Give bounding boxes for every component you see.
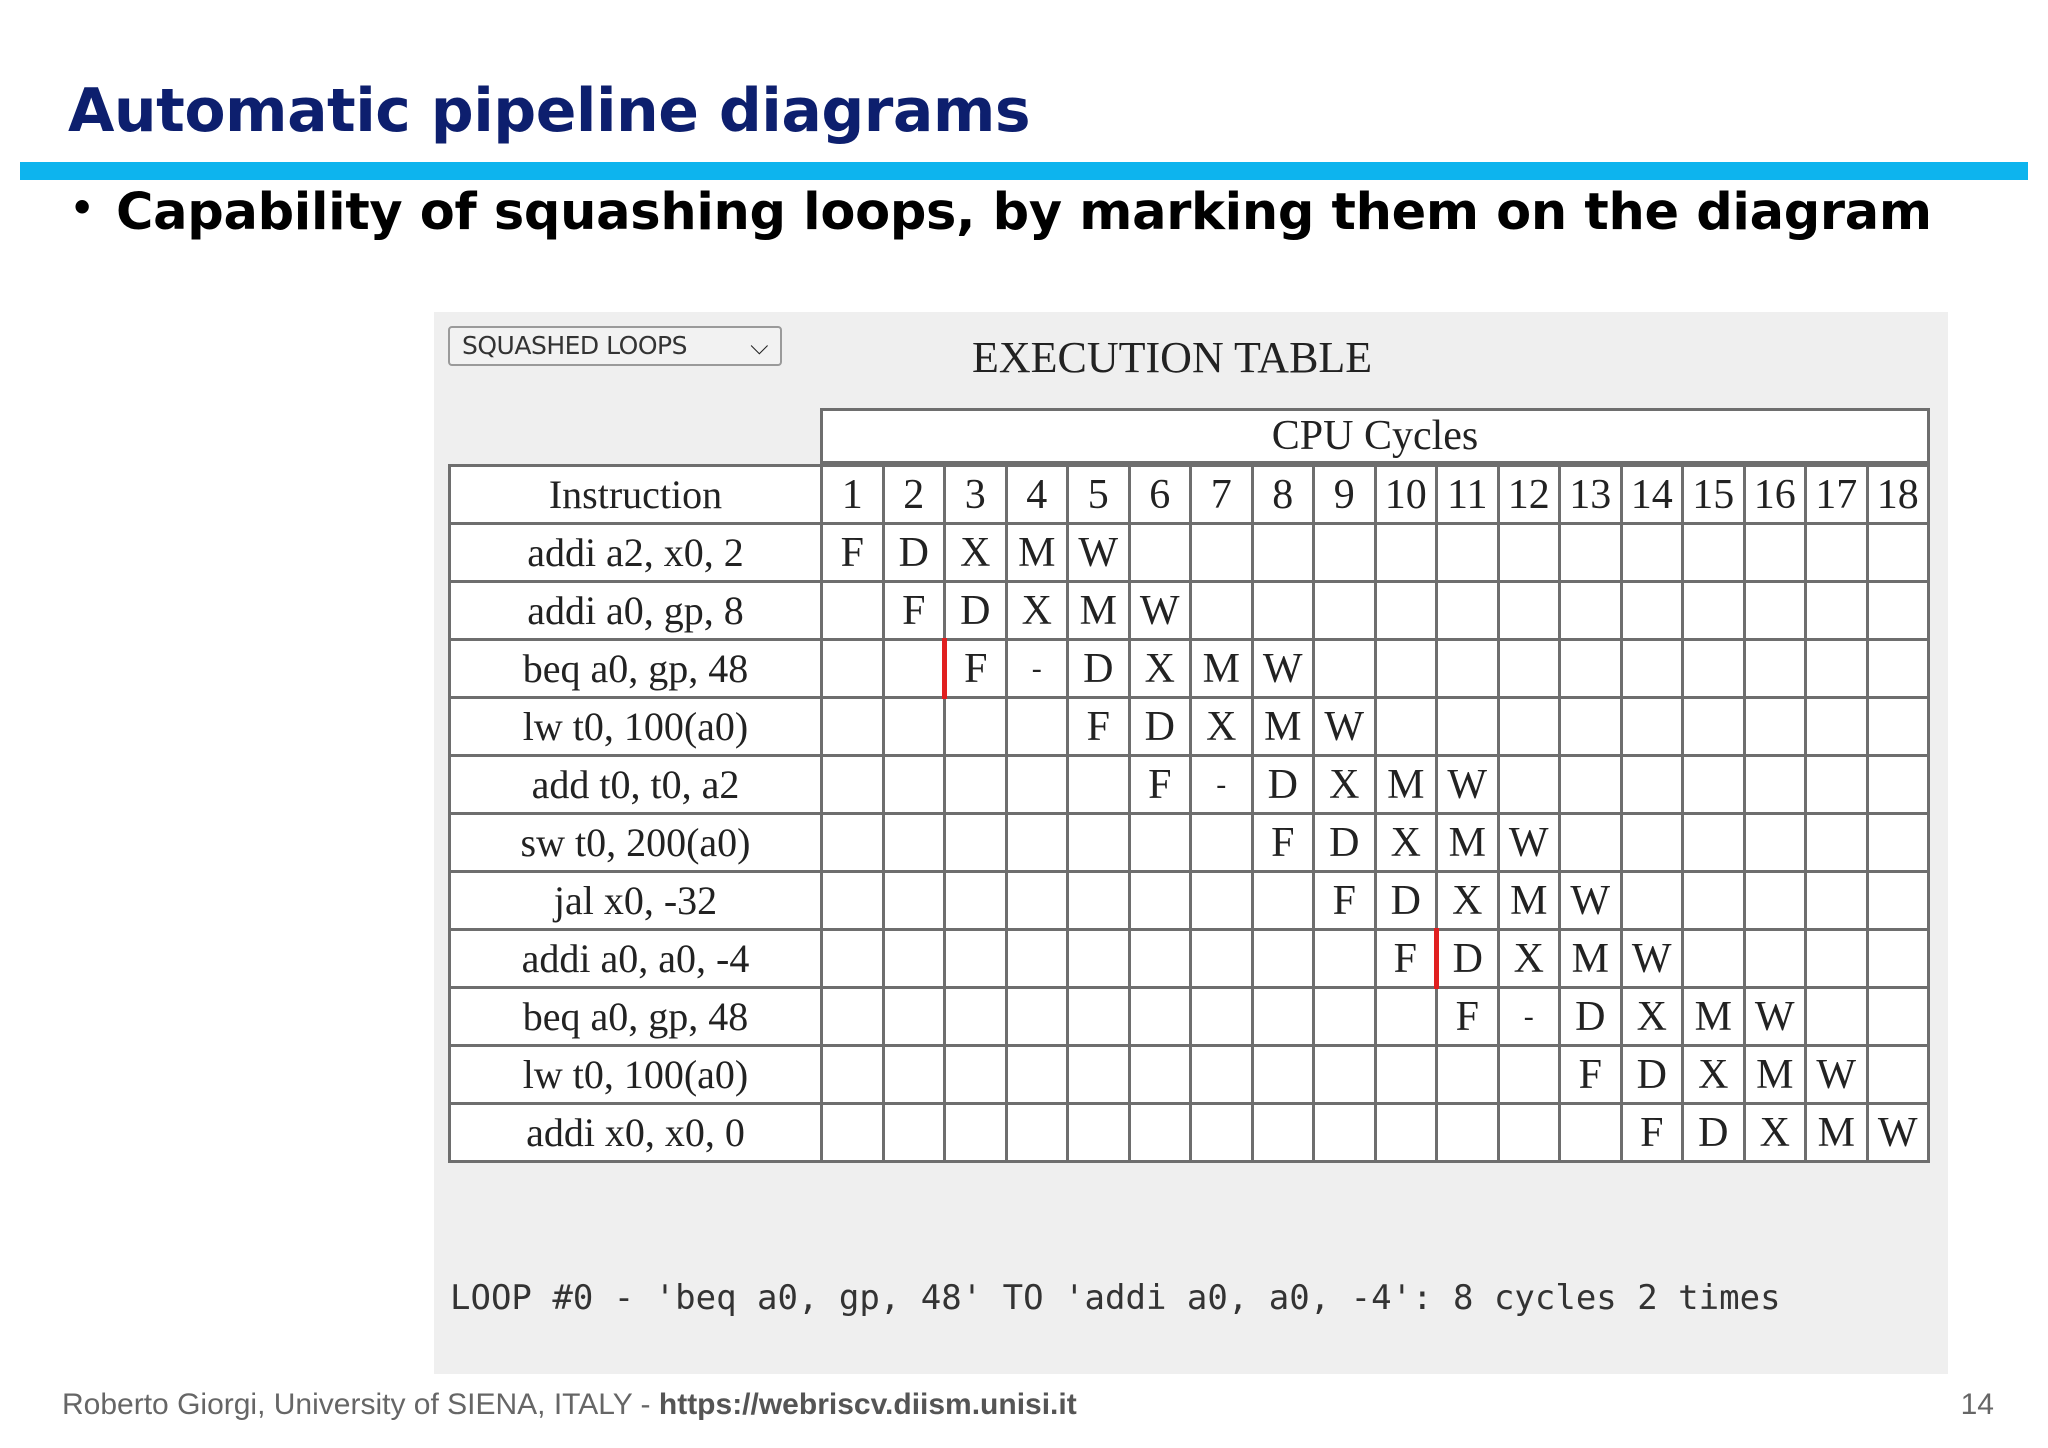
stage-cell xyxy=(1867,524,1929,582)
stage-cell: X xyxy=(1683,1046,1745,1104)
stage-cell: F xyxy=(945,640,1007,698)
stage-cell xyxy=(1129,814,1191,872)
stage-cell xyxy=(822,582,884,640)
instruction-cell: lw t0, 100(a0) xyxy=(450,1046,822,1104)
stage-cell xyxy=(1560,698,1622,756)
cycle-header: 7 xyxy=(1191,466,1253,524)
stage-cell: D xyxy=(1129,698,1191,756)
stage-cell xyxy=(1560,814,1622,872)
stage-cell xyxy=(1437,1104,1499,1162)
table-header-row xyxy=(450,466,1929,524)
stage-cell: F xyxy=(1375,930,1437,988)
stage-cell xyxy=(1560,1104,1622,1162)
footer-url[interactable]: https://webriscv.diism.unisi.it xyxy=(658,1388,1077,1421)
stage-cell xyxy=(1191,1046,1253,1104)
stage-cell xyxy=(1498,524,1560,582)
stage-cell xyxy=(1375,582,1437,640)
stage-cell xyxy=(1867,698,1929,756)
stage-cell xyxy=(1498,1104,1560,1162)
stage-cell xyxy=(1867,872,1929,930)
cycle-header: 9 xyxy=(1314,466,1376,524)
stage-cell: W xyxy=(1068,524,1130,582)
execution-table-title: EXECUTION TABLE xyxy=(972,333,1373,382)
stage-cell: W xyxy=(1744,988,1806,1046)
stage-cell xyxy=(1006,814,1068,872)
stage-cell xyxy=(1314,1104,1376,1162)
stage-cell xyxy=(883,1104,945,1162)
stage-cell xyxy=(945,872,1007,930)
stage-cell: M xyxy=(1744,1046,1806,1104)
stage-cell xyxy=(945,814,1007,872)
stage-cell xyxy=(1314,930,1376,988)
stage-cell: X xyxy=(1498,930,1560,988)
stage-cell xyxy=(1744,872,1806,930)
stage-cell: X xyxy=(1314,756,1376,814)
stage-cell xyxy=(1068,756,1130,814)
stage-cell xyxy=(883,988,945,1046)
stage-cell: F xyxy=(1437,988,1499,1046)
table-row xyxy=(450,582,1929,640)
cycle-header: 17 xyxy=(1806,466,1868,524)
stage-cell xyxy=(1006,988,1068,1046)
cycle-header: 3 xyxy=(945,466,1007,524)
stage-cell xyxy=(1867,640,1929,698)
stage-cell: D xyxy=(1252,756,1314,814)
stage-cell xyxy=(1744,756,1806,814)
stage-cell xyxy=(1621,814,1683,872)
stage-cell xyxy=(1375,524,1437,582)
stage-cell xyxy=(1191,524,1253,582)
cycle-header: 15 xyxy=(1683,466,1745,524)
stage-cell xyxy=(1683,524,1745,582)
stage-cell xyxy=(1437,640,1499,698)
cycle-header: 8 xyxy=(1252,466,1314,524)
stage-cell xyxy=(883,872,945,930)
stage-cell: D xyxy=(883,524,945,582)
stage-cell xyxy=(1867,988,1929,1046)
instruction-cell: jal x0, -32 xyxy=(450,872,822,930)
stage-cell xyxy=(1621,756,1683,814)
stage-cell: F xyxy=(1068,698,1130,756)
stage-cell: M xyxy=(1191,640,1253,698)
stage-cell: X xyxy=(1437,872,1499,930)
instruction-cell: beq a0, gp, 48 xyxy=(450,988,822,1046)
stage-cell: D xyxy=(1314,814,1376,872)
stage-cell xyxy=(1437,582,1499,640)
stage-cell xyxy=(945,988,1007,1046)
footer-credit xyxy=(62,1388,1077,1422)
stage-cell: F xyxy=(1621,1104,1683,1162)
stage-cell xyxy=(1560,756,1622,814)
stage-cell xyxy=(1006,1104,1068,1162)
stage-cell xyxy=(1252,872,1314,930)
stage-cell xyxy=(1252,524,1314,582)
stage-cell xyxy=(1806,524,1868,582)
stage-cell xyxy=(1867,582,1929,640)
instruction-cell: addi x0, x0, 0 xyxy=(450,1104,822,1162)
stage-cell xyxy=(1806,582,1868,640)
stage-cell xyxy=(1129,872,1191,930)
cycle-header: 1 xyxy=(822,466,884,524)
loop-mode-value: SQUASHED LOOPS xyxy=(462,331,687,360)
stage-cell xyxy=(1806,640,1868,698)
cycle-header: 18 xyxy=(1867,466,1929,524)
stage-cell xyxy=(1744,640,1806,698)
stage-cell: F xyxy=(822,524,884,582)
instruction-header: Instruction xyxy=(450,466,822,524)
stage-cell: M xyxy=(1252,698,1314,756)
stage-cell xyxy=(1006,1046,1068,1104)
chevron-down-icon: ⌵ xyxy=(750,332,768,360)
stage-cell: W xyxy=(1498,814,1560,872)
loop-mode-select[interactable] xyxy=(448,326,782,366)
stage-cell: F xyxy=(1252,814,1314,872)
stage-cell xyxy=(822,988,884,1046)
stage-cell xyxy=(1744,698,1806,756)
stage-cell xyxy=(1068,872,1130,930)
stage-cell xyxy=(1744,524,1806,582)
stage-cell: F xyxy=(1314,872,1376,930)
stage-cell xyxy=(1560,582,1622,640)
stage-cell xyxy=(1375,988,1437,1046)
stage-cell xyxy=(1129,1104,1191,1162)
cycle-header: 6 xyxy=(1129,466,1191,524)
stage-cell xyxy=(1867,930,1929,988)
stage-cell xyxy=(1006,756,1068,814)
stage-cell xyxy=(1621,582,1683,640)
stage-cell xyxy=(1806,988,1868,1046)
stage-cell xyxy=(883,1046,945,1104)
cycle-header: 11 xyxy=(1437,466,1499,524)
stage-cell: M xyxy=(1437,814,1499,872)
stage-cell: W xyxy=(1806,1046,1868,1104)
loop-summary: LOOP #0 - 'beq a0, gp, 48' TO 'addi a0, a0, -4': 8 cycles 2 times xyxy=(450,1278,1781,1318)
stage-cell xyxy=(1806,930,1868,988)
stage-cell xyxy=(1252,582,1314,640)
stage-cell xyxy=(1744,814,1806,872)
stage-cell xyxy=(1560,524,1622,582)
stage-cell xyxy=(1068,1046,1130,1104)
stage-cell xyxy=(1191,872,1253,930)
stage-cell xyxy=(1314,582,1376,640)
stage-cell xyxy=(822,756,884,814)
cycle-header: 4 xyxy=(1006,466,1068,524)
stage-cell: W xyxy=(1621,930,1683,988)
stage-cell xyxy=(1498,640,1560,698)
stage-cell: D xyxy=(1375,872,1437,930)
stage-cell: M xyxy=(1006,524,1068,582)
page-number: 14 xyxy=(1960,1388,1994,1421)
stage-cell xyxy=(945,1046,1007,1104)
stage-cell: W xyxy=(1560,872,1622,930)
stage-cell xyxy=(1314,1046,1376,1104)
stage-cell xyxy=(1744,930,1806,988)
stage-cell xyxy=(1375,1046,1437,1104)
execution-table xyxy=(448,464,1930,1163)
title-divider xyxy=(20,162,2028,180)
stage-cell: X xyxy=(1621,988,1683,1046)
instruction-cell: add t0, t0, a2 xyxy=(450,756,822,814)
instruction-cell: sw t0, 200(a0) xyxy=(450,814,822,872)
stage-cell xyxy=(1498,582,1560,640)
footer-author: Roberto Giorgi, University of SIENA, ITALY - xyxy=(62,1388,659,1421)
stage-cell xyxy=(1621,524,1683,582)
stage-cell xyxy=(1621,872,1683,930)
stage-cell xyxy=(1621,640,1683,698)
stage-cell: - xyxy=(1498,988,1560,1046)
stage-cell xyxy=(822,1104,884,1162)
stage-cell: D xyxy=(1068,640,1130,698)
stage-cell xyxy=(1683,930,1745,988)
cycle-header: 10 xyxy=(1375,466,1437,524)
stage-cell xyxy=(945,1104,1007,1162)
table-row xyxy=(450,1046,1929,1104)
stage-cell xyxy=(822,698,884,756)
stage-cell: D xyxy=(945,582,1007,640)
stage-cell: W xyxy=(1129,582,1191,640)
stage-cell xyxy=(1683,872,1745,930)
stage-cell xyxy=(945,756,1007,814)
stage-cell: M xyxy=(1560,930,1622,988)
table-row xyxy=(450,1104,1929,1162)
stage-cell: X xyxy=(1375,814,1437,872)
table-row xyxy=(450,930,1929,988)
stage-cell xyxy=(1191,582,1253,640)
stage-cell xyxy=(822,640,884,698)
stage-cell xyxy=(1252,988,1314,1046)
stage-cell xyxy=(1191,988,1253,1046)
stage-cell: X xyxy=(1744,1104,1806,1162)
cycle-header: 14 xyxy=(1621,466,1683,524)
stage-cell: F xyxy=(883,582,945,640)
stage-cell xyxy=(1806,872,1868,930)
bullet-point xyxy=(70,183,1932,242)
instruction-cell: beq a0, gp, 48 xyxy=(450,640,822,698)
stage-cell xyxy=(822,814,884,872)
stage-cell xyxy=(1744,582,1806,640)
stage-cell xyxy=(1314,988,1376,1046)
cycle-header: 5 xyxy=(1068,466,1130,524)
stage-cell: D xyxy=(1683,1104,1745,1162)
stage-cell: W xyxy=(1314,698,1376,756)
stage-cell xyxy=(1129,930,1191,988)
stage-cell xyxy=(1498,1046,1560,1104)
stage-cell: - xyxy=(1006,640,1068,698)
cpu-cycles-header: CPU Cycles xyxy=(820,408,1930,464)
stage-cell xyxy=(1006,872,1068,930)
stage-cell xyxy=(1006,930,1068,988)
stage-cell: X xyxy=(1006,582,1068,640)
stage-cell xyxy=(1191,1104,1253,1162)
instruction-cell: lw t0, 100(a0) xyxy=(450,698,822,756)
table-row xyxy=(450,872,1929,930)
stage-cell xyxy=(945,698,1007,756)
stage-cell xyxy=(1252,930,1314,988)
stage-cell xyxy=(1867,1046,1929,1104)
slide-title: Automatic pipeline diagrams xyxy=(68,76,1031,146)
stage-cell xyxy=(1068,1104,1130,1162)
stage-cell: X xyxy=(1191,698,1253,756)
stage-cell: X xyxy=(1129,640,1191,698)
stage-cell: D xyxy=(1621,1046,1683,1104)
stage-cell xyxy=(1498,756,1560,814)
stage-cell xyxy=(1867,814,1929,872)
stage-cell: M xyxy=(1375,756,1437,814)
stage-cell xyxy=(1375,640,1437,698)
stage-cell: F xyxy=(1560,1046,1622,1104)
table-row xyxy=(450,814,1929,872)
stage-cell xyxy=(822,930,884,988)
cycle-header: 13 xyxy=(1560,466,1622,524)
instruction-cell: addi a0, gp, 8 xyxy=(450,582,822,640)
stage-cell xyxy=(1806,698,1868,756)
stage-cell xyxy=(1252,1046,1314,1104)
cycle-header: 12 xyxy=(1498,466,1560,524)
stage-cell xyxy=(1621,698,1683,756)
instruction-cell: addi a2, x0, 2 xyxy=(450,524,822,582)
stage-cell xyxy=(1129,988,1191,1046)
stage-cell xyxy=(1560,640,1622,698)
stage-cell: M xyxy=(1683,988,1745,1046)
stage-cell xyxy=(1129,524,1191,582)
stage-cell xyxy=(1806,756,1868,814)
stage-cell: D xyxy=(1437,930,1499,988)
stage-cell xyxy=(822,1046,884,1104)
stage-cell: - xyxy=(1191,756,1253,814)
table-row xyxy=(450,640,1929,698)
stage-cell xyxy=(1683,698,1745,756)
stage-cell xyxy=(1129,1046,1191,1104)
stage-cell xyxy=(1314,640,1376,698)
stage-cell xyxy=(1068,988,1130,1046)
stage-cell: M xyxy=(1498,872,1560,930)
stage-cell xyxy=(1375,1104,1437,1162)
stage-cell xyxy=(1683,756,1745,814)
stage-cell xyxy=(883,756,945,814)
table-row xyxy=(450,698,1929,756)
stage-cell xyxy=(883,930,945,988)
table-row xyxy=(450,988,1929,1046)
stage-cell xyxy=(1498,698,1560,756)
stage-cell xyxy=(1314,524,1376,582)
stage-cell: M xyxy=(1806,1104,1868,1162)
stage-cell xyxy=(883,640,945,698)
stage-cell xyxy=(1191,930,1253,988)
stage-cell xyxy=(822,872,884,930)
stage-cell xyxy=(1867,756,1929,814)
stage-cell: W xyxy=(1437,756,1499,814)
stage-cell xyxy=(883,698,945,756)
execution-table-screenshot xyxy=(434,312,1948,1374)
stage-cell xyxy=(1068,814,1130,872)
stage-cell xyxy=(1437,524,1499,582)
instruction-cell: addi a0, a0, -4 xyxy=(450,930,822,988)
table-row xyxy=(450,524,1929,582)
stage-cell: W xyxy=(1867,1104,1929,1162)
cycle-header: 16 xyxy=(1744,466,1806,524)
stage-cell: D xyxy=(1560,988,1622,1046)
stage-cell xyxy=(883,814,945,872)
stage-cell xyxy=(1375,698,1437,756)
stage-cell xyxy=(1437,1046,1499,1104)
bullet-text: Capability of squashing loops, by marking them on the diagram xyxy=(116,183,1932,242)
stage-cell xyxy=(1437,698,1499,756)
stage-cell xyxy=(1683,640,1745,698)
stage-cell xyxy=(1068,930,1130,988)
stage-cell xyxy=(1191,814,1253,872)
stage-cell: W xyxy=(1252,640,1314,698)
stage-cell: F xyxy=(1129,756,1191,814)
stage-cell xyxy=(1006,698,1068,756)
cycle-header: 2 xyxy=(883,466,945,524)
stage-cell xyxy=(945,930,1007,988)
stage-cell xyxy=(1683,582,1745,640)
stage-cell: X xyxy=(945,524,1007,582)
stage-cell xyxy=(1806,814,1868,872)
table-row xyxy=(450,756,1929,814)
stage-cell xyxy=(1683,814,1745,872)
bullet-symbol: • xyxy=(70,186,94,230)
stage-cell xyxy=(1252,1104,1314,1162)
stage-cell: M xyxy=(1068,582,1130,640)
